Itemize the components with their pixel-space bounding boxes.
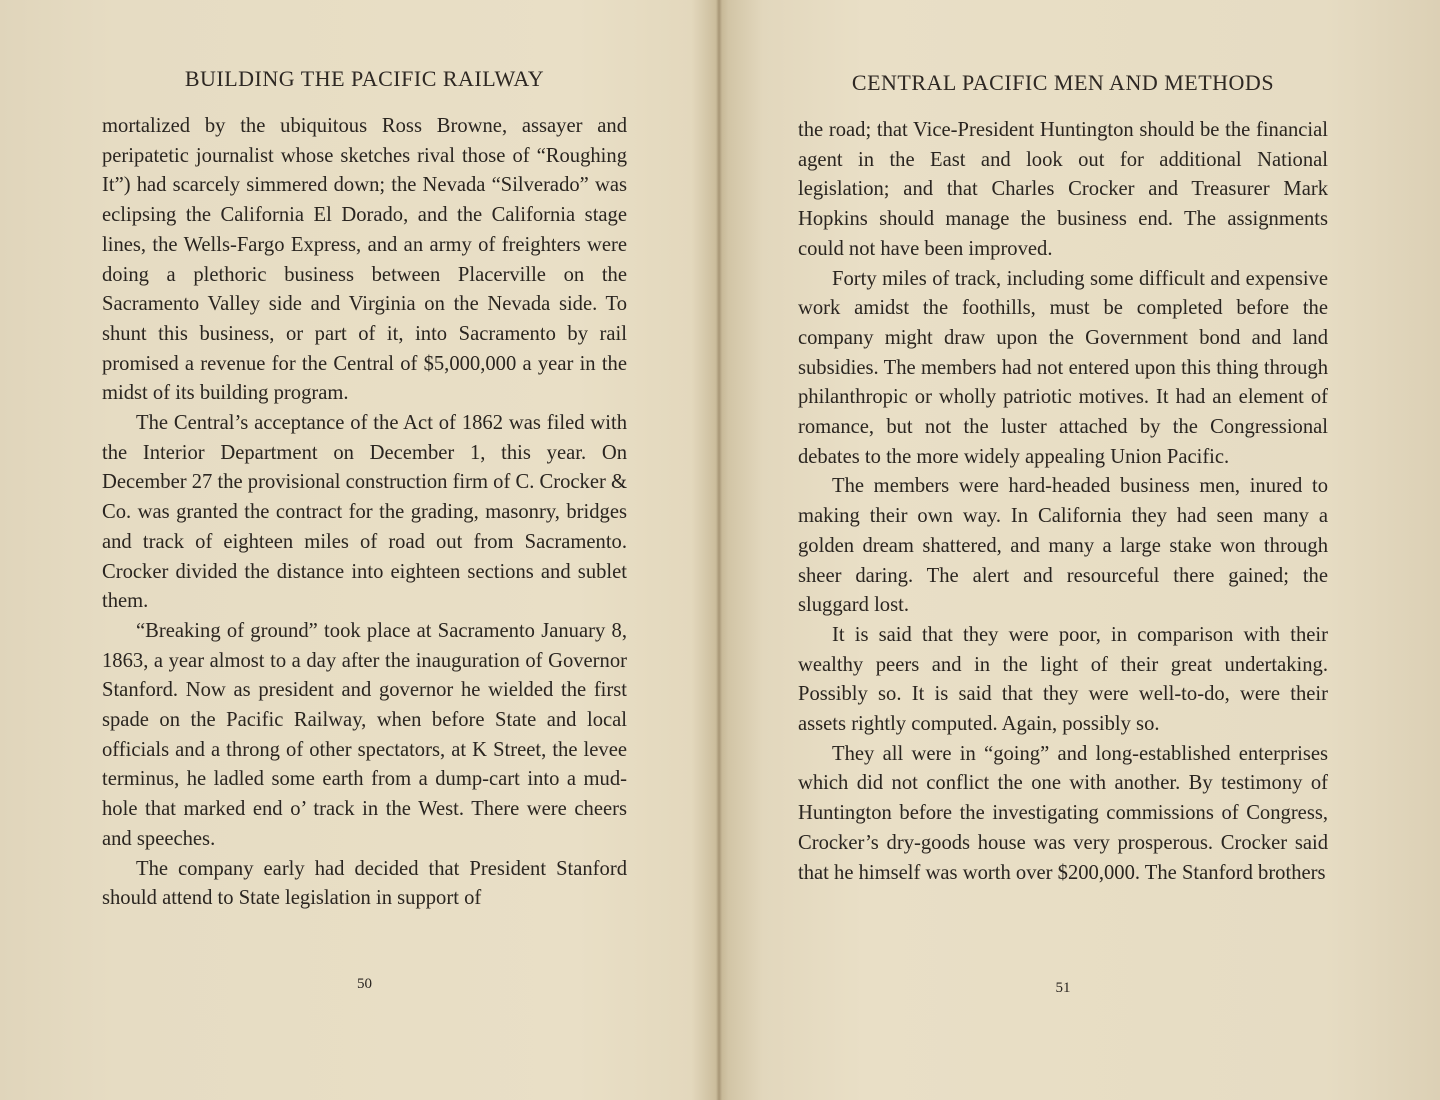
right-page-number: 51: [1055, 980, 1071, 996]
right-running-head: CENTRAL PACIFIC MEN AND METHODS: [851, 70, 1275, 95]
book-gutter: [716, 0, 722, 1100]
right-paragraph-1: the road; that Vice-President Huntington should be the financial agent in the East and look out for additional National legislation; and that Charles Crocker and Treasurer Mark Hopkins should manage the business end. The assignments could not have been improved.: [798, 119, 1328, 260]
right-paragraph-2: Forty miles of track, including some difficult and expensive work amidst the foothills, must be completed before the company might draw upon the Government bond and land subsidies. The members had not entered upon this thing through philanthropic or wholly patriotic motives. It had an element of romance, but not the luster attached by the Congressional debates to the more widely appealing Union Pacific.: [798, 267, 1328, 468]
left-paragraph-1: mortalized by the ubiquitous Ross Browne, assayer and peripatetic journalist whose sketches rival those of “Roughing It”) had scarcely simmered down; the Nevada “Silverado” was eclipsing the California El Dorado, and the California stage lines, the Wells-Fargo Express, and an army of freighters were doing a plethoric business between Placerville on the Sacramento Valley side and Virginia on the Nevada side. To shunt this business, or part of it, into Sacramento by rail promised a revenue for the Central of $5,000,000 a year in the midst of its building program.: [102, 115, 627, 405]
left-page: [102, 0, 627, 1100]
left-paragraph-2: The Central’s acceptance of the Act of 1862 was filed with the Interior Department on December 1, this year. On December 27 the provisional construction firm of C. Crocker & Co. was granted the contract for the grading, masonry, bridges and track of eighteen miles of road out from Sacramento. Crocker divided the distance into eighteen sections and sublet them.: [102, 412, 627, 613]
right-paragraph-4: It is said that they were poor, in comparison with their wealthy peers and in the light of their great undertaking. Possibly so. It is said that they were well-to-do, were their assets rightly computed. Again, possibly so.: [798, 623, 1328, 736]
left-paragraph-4: The company early had decided that President Stanford should attend to State legislation in support of: [102, 857, 627, 910]
left-paragraph-3: “Breaking of ground” took place at Sacramento January 8, 1863, a year almost to a day after the inauguration of Governor Stanford. Now as president and governor he wielded the first spade on the Pacific Railway, when before State and local officials and a throng of other spectators, at K Street, the levee terminus, he ladled some earth from a dump-cart into a mud-hole that marked end o’ track in the West. There were cheers and speeches.: [102, 619, 627, 850]
right-paragraph-5: They all were in “going” and long-established enterprises which did not conflict the one with another. By testimony of Huntington before the investigating commissions of Congress, Crocker’s dry-goods house was very prosperous. Crocker said that he himself was worth over $200,000. The Stanford brothers: [798, 742, 1328, 884]
left-body-text: [102, 112, 627, 914]
right-body-text: [798, 116, 1328, 888]
right-page: [798, 0, 1328, 1100]
left-running-head: BUILDING THE PACIFIC RAILWAY: [184, 66, 545, 91]
left-page-number: 50: [357, 976, 372, 992]
right-paragraph-3: The members were hard-headed business men, inured to making their own way. In California they had seen many a golden dream shattered, and many a large stake won through sheer daring. The alert and resourceful there gained; the sluggard lost.: [798, 475, 1328, 617]
